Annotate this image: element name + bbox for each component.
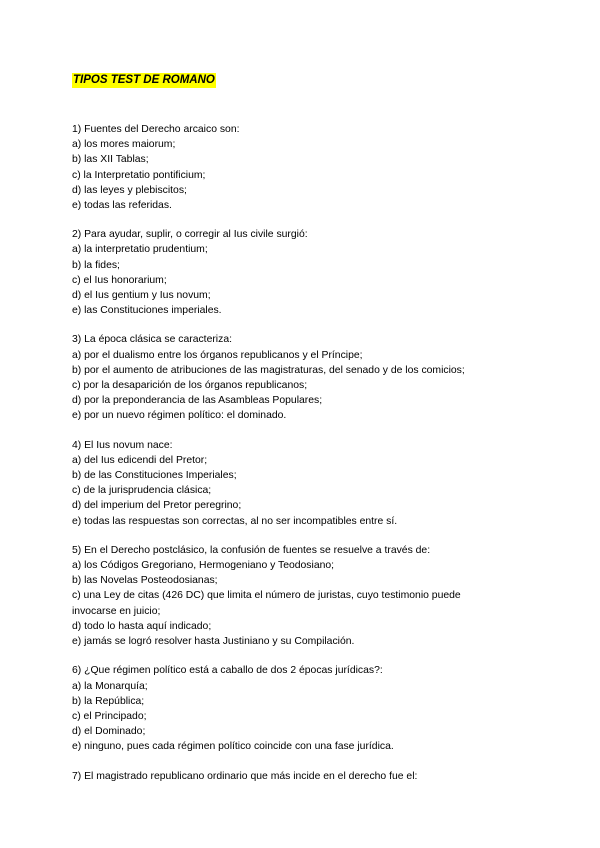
answer-option: c) por la desaparición de los órganos republicanos; xyxy=(72,380,308,392)
answer-option: a) por el dualismo entre los órganos republicanos y el Príncipe; xyxy=(72,349,363,361)
question-stem: 4) El Ius novum nace: xyxy=(72,439,173,451)
answer-option: a) del Ius edicendi del Pretor; xyxy=(72,454,208,466)
question-5 xyxy=(72,543,600,649)
answer-option: d) por la preponderancia de las Asambleas Populares; xyxy=(72,395,323,407)
question-stem: 6) ¿Que régimen político está a caballo de dos 2 épocas jurídicas?: xyxy=(72,665,383,677)
question-stem: 7) El magistrado republicano ordinario que más incide en el derecho fue el: xyxy=(72,770,418,782)
answer-option: d) el Dominado; xyxy=(72,726,146,738)
answer-option: b) por el aumento de atribuciones de las magistraturas, del senado y de los comicios; xyxy=(72,364,465,376)
questions-list xyxy=(72,122,600,784)
answer-option: b) las Novelas Posteodosianas; xyxy=(72,575,218,587)
answer-option: a) la Monarquía; xyxy=(72,680,148,692)
question-3 xyxy=(72,332,600,423)
answer-option: b) las XII Tablas; xyxy=(72,154,149,166)
answer-option: c) una Ley de citas (426 DC) que limita el número de juristas, cuyo testimonio puede invocarse en juicio; xyxy=(72,590,461,617)
question-stem: 3) La época clásica se caracteriza: xyxy=(72,334,232,346)
answer-option: e) por un nuevo régimen político: el dominado. xyxy=(72,410,287,422)
answer-option: a) la interpretatio prudentium; xyxy=(72,244,208,256)
answer-option: e) las Constituciones imperiales. xyxy=(72,305,222,317)
answer-option: b) de las Constituciones Imperiales; xyxy=(72,470,237,482)
question-1 xyxy=(72,122,600,213)
question-2 xyxy=(72,227,600,318)
answer-option: e) ninguno, pues cada régimen político coincide con una fase jurídica. xyxy=(72,741,394,753)
question-7 xyxy=(72,769,600,784)
answer-option: e) jamás se logró resolver hasta Justiniano y su Compilación. xyxy=(72,636,355,648)
answer-option: c) el Principado; xyxy=(72,710,147,722)
answer-option: a) los Códigos Gregoriano, Hermogeniano y Teodosiano; xyxy=(72,560,335,572)
answer-option: d) todo lo hasta aquí indicado; xyxy=(72,620,212,632)
answer-option: d) del imperium del Pretor peregrino; xyxy=(72,500,242,512)
question-stem: 2) Para ayudar, suplir, o corregir al Ius civile surgió: xyxy=(72,229,308,241)
answer-option: c) la Interpretatio pontificium; xyxy=(72,169,206,181)
answer-option: c) de la jurisprudencia clásica; xyxy=(72,485,212,497)
answer-option: a) los mores maiorum; xyxy=(72,139,176,151)
question-stem: 1) Fuentes del Derecho arcaico son: xyxy=(72,124,240,135)
answer-option: e) todas las respuestas son correctas, al no ser incompatibles entre sí. xyxy=(72,515,398,527)
question-4 xyxy=(72,438,600,529)
answer-option: d) las leyes y plebiscitos; xyxy=(72,184,187,196)
question-stem: 5) En el Derecho postclásico, la confusión de fuentes se resuelve a través de: xyxy=(72,544,431,556)
question-6 xyxy=(72,663,600,754)
document-title: TIPOS TEST DE ROMANO xyxy=(73,74,215,86)
answer-option: c) el Ius honorarium; xyxy=(72,274,167,286)
answer-option: d) el Ius gentium y Ius novum; xyxy=(72,290,211,302)
answer-option: e) todas las referidas. xyxy=(72,200,172,212)
answer-option: b) la fides; xyxy=(72,259,120,271)
answer-option: b) la República; xyxy=(72,695,145,707)
